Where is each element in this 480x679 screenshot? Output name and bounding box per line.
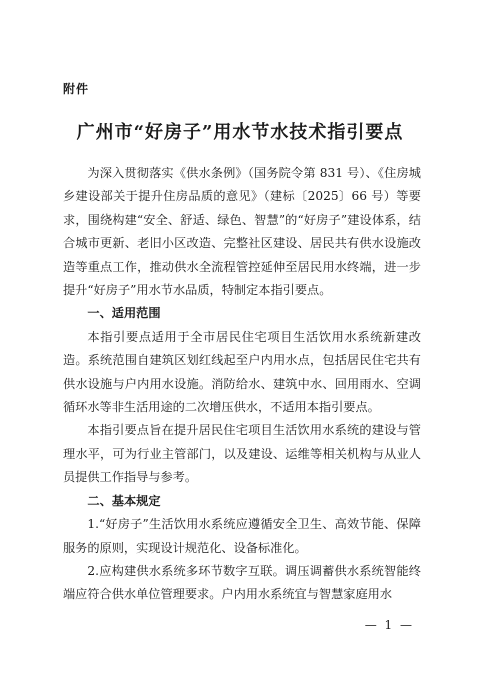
document-body	[63, 162, 421, 607]
rules-paragraph-2: 2.应构建供水系统多环节数字互联。调压调蓄供水系统智能终端应符合供水单位管理要求。户内用水系统宜与智慧家庭用水	[63, 563, 421, 602]
section-heading-basic-rules: 二、基本规定	[87, 493, 161, 508]
intro-paragraph: 为深入贯彻落实《供水条例》（国务院令第 831 号）、《住房城乡建设部关于提升住房品质的意见》（建标〔2025〕66 号）等要求，围绕构建“安全、舒适、绿色、智慧”的“好房子”建设体系，结合城市更新、老旧小区改造、完整社区建设、居民共有供水设施改造等重点工作，推动供水全流程管控延伸至居民用水终端，进一步提升“好房子”用水节水品质，特制定本指引要点。	[63, 166, 421, 298]
rules-paragraph-1: 1.“好房子”生活饮用水系统应遵循安全卫生、高效节能、保障服务的原则，实现设计规范化、设备标准化。	[63, 517, 421, 555]
document-title: 广州市“好房子”用水节水技术指引要点	[76, 122, 404, 143]
scope-paragraph-1: 本指引要点适用于全市居民住宅项目生活饮用水系统新建改造。系统范围自建筑区划红线起至户内用水点，包括居民住宅共有供水设施与户内用水设施。消防给水、建筑中水、回用雨水、空调循环水等非生活用途的二次增压供水，不适用本指引要点。	[63, 329, 421, 415]
attachment-label: 附件	[63, 82, 90, 96]
page-number: — 1 —	[364, 618, 414, 632]
section-heading-scope: 一、适用范围	[87, 306, 161, 321]
scope-paragraph-2: 本指引要点旨在提升居民住宅项目生活饮用水系统的建设与管理水平，可为行业主管部门，以及建设、运维等相关机构与从业人员提供工作指导与参考。	[63, 423, 421, 485]
